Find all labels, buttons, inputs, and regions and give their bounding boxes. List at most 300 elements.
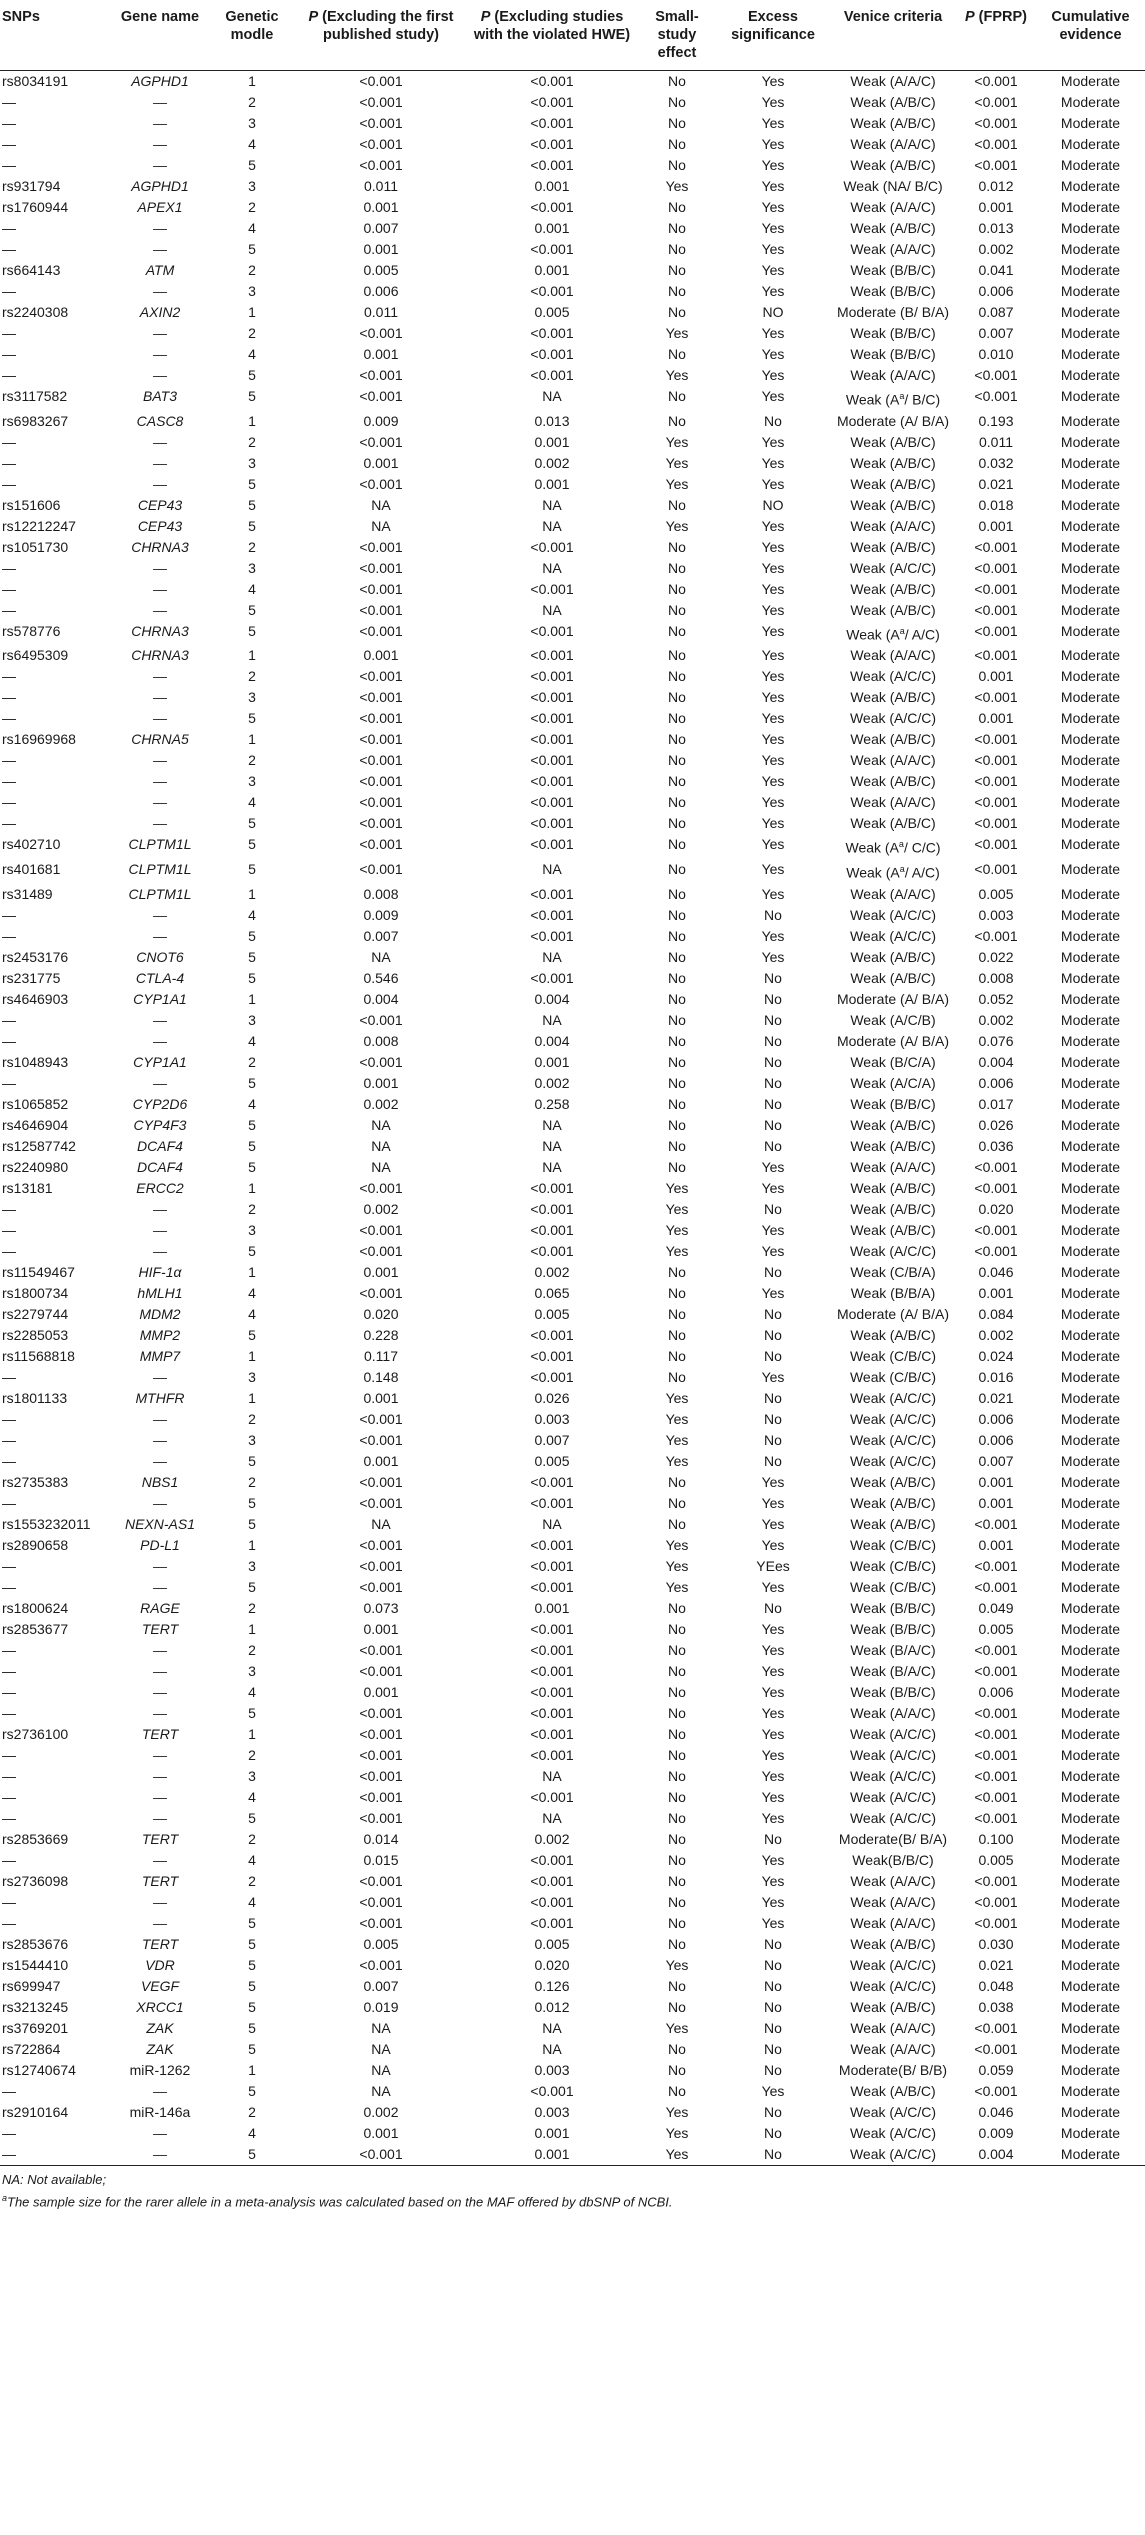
small-study-cell: No <box>668 388 686 404</box>
p-first-cell: 0.546 <box>363 969 399 986</box>
p-first-cell: 0.001 <box>363 1683 399 1700</box>
excess-cell: Yes <box>761 115 785 131</box>
fprp-cell: <0.001 <box>974 1557 1018 1574</box>
model-cell: 3 <box>248 1662 256 1679</box>
venice-cell: Weak (B/B/C) <box>850 1620 936 1637</box>
table-row <box>0 71 1145 93</box>
fprp-cell: 0.004 <box>956 2144 1036 2166</box>
gene-cell: — <box>153 1851 167 1868</box>
p-first-cell: 0.011 <box>364 178 398 194</box>
model-cell: 1 <box>248 73 256 89</box>
model-cell: 5 <box>248 622 256 639</box>
venice-cell: Weak (NA/ B/C) <box>843 178 943 194</box>
p-first-cell: <0.001 <box>359 73 403 89</box>
gene-cell: APEX1 <box>137 199 183 215</box>
gene-cell: — <box>153 1032 167 1049</box>
small-study-cell: Yes <box>638 2144 716 2166</box>
excess-cell: Yes <box>761 948 785 965</box>
p-hwe-cell: <0.001 <box>530 1725 574 1742</box>
snp-cell: — <box>2 136 16 152</box>
table-row <box>0 1682 1145 1703</box>
venice-cell: Moderate (A/ B/A) <box>836 1032 950 1049</box>
fprp-cell: <0.001 <box>974 1809 1018 1826</box>
gene-cell: — <box>153 815 167 832</box>
cumulative-cell: Moderate <box>1060 454 1121 471</box>
model-cell: 4 <box>248 1284 256 1301</box>
model-cell: 4 <box>248 794 256 811</box>
gene-cell: — <box>153 1767 167 1784</box>
cumulative-cell: Moderate <box>1060 2040 1121 2057</box>
p-first-cell: 0.001 <box>363 1452 399 1469</box>
snp-cell: — <box>2 601 16 618</box>
gene-cell: — <box>153 2082 167 2099</box>
fprp-cell: <0.001 <box>974 752 1018 769</box>
model-cell: 5 <box>248 1578 256 1595</box>
p-hwe-cell: <0.001 <box>530 325 574 341</box>
venice-cell: Weak (A/B/C) <box>850 601 936 618</box>
cumulative-cell: Moderate <box>1060 1368 1121 1385</box>
model-cell: 4 <box>248 1305 256 1322</box>
small-study-cell: No <box>668 1263 686 1280</box>
fprp-cell: 0.049 <box>978 1599 1014 1616</box>
snp-cell: — <box>2 1851 16 1868</box>
cumulative-cell: Moderate <box>1060 496 1121 513</box>
cumulative-cell: Moderate <box>1060 1158 1121 1175</box>
footnote-na: NA: Not available; <box>2 2171 107 2187</box>
table-row <box>0 1178 1145 1199</box>
excess-cell: Yes <box>761 1725 785 1742</box>
venice-cell: Weak (A/C/C) <box>849 1767 937 1784</box>
p-first-cell: <0.001 <box>359 1809 403 1826</box>
small-study-cell: No <box>668 157 686 173</box>
excess-cell: No <box>764 1137 782 1154</box>
excess-cell: No <box>716 2144 830 2166</box>
gene-cell: BAT3 <box>143 388 177 404</box>
snp-cell: rs6495309 <box>2 647 69 664</box>
p-first-cell: <0.001 <box>359 1788 403 1805</box>
p-hwe-cell: <0.001 <box>530 367 574 383</box>
table-row <box>0 218 1145 239</box>
small-study-cell: No <box>668 622 686 639</box>
model-cell: 5 <box>248 927 256 944</box>
table-row <box>0 750 1145 771</box>
snp-cell: — <box>2 433 16 450</box>
cumulative-cell: Moderate <box>1060 1578 1121 1595</box>
cumulative-cell: Moderate <box>1060 1305 1121 1322</box>
small-study-cell: No <box>668 115 686 131</box>
p-hwe-cell: 0.065 <box>534 1284 570 1301</box>
gene-cell: AGPHD1 <box>131 73 189 89</box>
p-first-cell: NA <box>371 2040 391 2057</box>
table-row <box>0 729 1145 750</box>
p-hwe-cell: <0.001 <box>530 73 574 89</box>
small-study-cell: Yes <box>665 1221 689 1238</box>
snp-cell: — <box>2 1200 16 1217</box>
model-cell: 2 <box>248 1641 256 1658</box>
p-first-cell: <0.001 <box>359 1914 403 1931</box>
table-row <box>0 1031 1145 1052</box>
cumulative-cell: Moderate <box>1060 2061 1121 2078</box>
venice-cell: Weak (A/C/C) <box>849 1389 937 1406</box>
fprp-cell: 0.001 <box>978 710 1014 727</box>
p-first-cell: 0.002 <box>363 1095 399 1112</box>
table-row <box>0 579 1145 600</box>
p-hwe-cell: <0.001 <box>530 1641 574 1658</box>
cumulative-cell: Moderate <box>1060 199 1121 215</box>
cumulative-cell: Moderate <box>1060 1851 1121 1868</box>
gene-cell: MDM2 <box>139 1305 181 1322</box>
cumulative-cell: Moderate <box>1060 1431 1121 1448</box>
venice-cell: Weak (A/A/C) <box>850 885 936 902</box>
model-cell: 2 <box>248 1473 256 1490</box>
snp-cell: rs1800734 <box>2 1284 69 1301</box>
small-study-cell: No <box>668 304 686 320</box>
excess-cell: Yes <box>761 1473 785 1490</box>
model-cell: 1 <box>248 304 256 320</box>
fprp-cell: <0.001 <box>974 136 1018 152</box>
gene-cell: NBS1 <box>141 1473 179 1490</box>
fprp-cell: 0.022 <box>978 948 1014 965</box>
p-first-cell: 0.001 <box>363 1263 399 1280</box>
cumulative-cell: Moderate <box>1060 433 1121 450</box>
p-first-cell: <0.001 <box>359 1704 403 1721</box>
fprp-cell: <0.001 <box>974 2040 1018 2057</box>
model-cell: 5 <box>248 1452 256 1469</box>
snp-cell: rs402710 <box>2 836 61 853</box>
snp-cell: — <box>2 157 16 173</box>
gene-cell: — <box>153 220 167 236</box>
cumulative-cell: Moderate <box>1060 1557 1121 1574</box>
venice-cell: Weak (A/C/C) <box>849 1977 937 1994</box>
cumulative-cell: Moderate <box>1060 1704 1121 1721</box>
gene-cell: — <box>153 1221 167 1238</box>
venice-cell: Weak (A/B/C) <box>850 1494 936 1511</box>
fprp-cell: 0.006 <box>978 1683 1014 1700</box>
cumulative-cell: Moderate <box>1060 1998 1121 2015</box>
gene-cell: CEP43 <box>137 517 183 534</box>
fprp-cell: 0.004 <box>978 1053 1014 1070</box>
snp-cell: — <box>2 346 16 362</box>
excess-cell: Yes <box>761 668 785 685</box>
fprp-cell: <0.001 <box>974 388 1018 404</box>
small-study-cell: No <box>668 496 686 513</box>
p-first-cell: <0.001 <box>359 1410 403 1427</box>
snp-cell: rs151606 <box>2 496 61 513</box>
venice-cell: Weak (A/B/C) <box>850 580 936 597</box>
p-hwe-cell: 0.001 <box>534 475 570 492</box>
p-first-cell: <0.001 <box>359 1011 403 1028</box>
venice-cell: Moderate (A/ B/A) <box>836 412 950 429</box>
snp-cell: — <box>2 1032 16 1049</box>
cumulative-cell: Moderate <box>1060 1347 1121 1364</box>
table-row <box>0 1892 1145 1913</box>
snp-cell: — <box>2 668 16 685</box>
cumulative-cell: Moderate <box>1060 388 1121 404</box>
fprp-cell: 0.036 <box>978 1137 1014 1154</box>
table-row <box>0 1346 1145 1367</box>
fprp-cell: 0.001 <box>978 517 1014 534</box>
gene-cell: — <box>153 454 167 471</box>
p-hwe-cell: <0.001 <box>530 346 574 362</box>
fprp-cell: 0.059 <box>978 2061 1014 2078</box>
snp-cell: rs3769201 <box>2 2019 69 2036</box>
model-cell: 5 <box>248 1935 256 1952</box>
cumulative-cell: Moderate <box>1060 115 1121 131</box>
p-hwe-cell: 0.003 <box>534 2061 570 2078</box>
excess-cell: Yes <box>761 538 785 555</box>
snp-cell: — <box>2 689 16 706</box>
venice-cell: Weak (A/C/C) <box>849 1242 937 1259</box>
p-hwe-cell: <0.001 <box>530 1620 574 1637</box>
snp-cell: — <box>2 1662 16 1679</box>
excess-cell: Yes <box>761 1494 785 1511</box>
table-row <box>0 1136 1145 1157</box>
snp-cell: rs2853677 <box>2 1620 69 1637</box>
model-cell: 3 <box>248 283 256 299</box>
excess-cell: No <box>764 906 782 923</box>
fprp-cell: <0.001 <box>974 647 1018 664</box>
table-header <box>0 0 1145 71</box>
p-first-cell: 0.073 <box>363 1599 399 1616</box>
excess-cell: Yes <box>761 94 785 110</box>
p-first-cell: 0.148 <box>363 1368 399 1385</box>
p-first-cell: NA <box>371 517 391 534</box>
fprp-cell: 0.052 <box>978 990 1014 1007</box>
excess-cell: NO <box>762 304 784 320</box>
small-study-cell: No <box>668 1704 686 1721</box>
excess-cell: Yes <box>761 157 785 173</box>
table-row <box>0 1619 1145 1640</box>
excess-cell: No <box>764 2019 782 2036</box>
small-study-cell: No <box>668 538 686 555</box>
cumulative-cell: Moderate <box>1060 948 1121 965</box>
gene-cell: CHRNA5 <box>131 731 189 748</box>
venice-cell: Weak (A/B/C) <box>850 948 936 965</box>
fprp-cell: <0.001 <box>974 2019 1018 2036</box>
table-body <box>0 71 1145 2166</box>
snp-cell: — <box>2 580 16 597</box>
small-study-cell: No <box>668 1746 686 1763</box>
table-row <box>0 1913 1145 1934</box>
small-study-cell: No <box>668 1788 686 1805</box>
small-study-cell: No <box>668 1032 686 1049</box>
snp-cell: — <box>2 1788 16 1805</box>
model-cell: 2 <box>248 94 256 110</box>
snp-cell: — <box>2 1914 16 1931</box>
venice-cell: Weak (A/C/C) <box>849 1452 937 1469</box>
p-hwe-cell: 0.002 <box>534 1263 570 1280</box>
gene-cell: ATM <box>145 262 175 278</box>
p-hwe-cell: 0.002 <box>534 1074 570 1091</box>
col-header-excess-significance: Excess significance <box>716 0 830 71</box>
small-study-cell: No <box>668 1998 686 2015</box>
table-row <box>0 1766 1145 1787</box>
model-cell: 1 <box>248 1725 256 1742</box>
snp-cell: rs31489 <box>2 885 53 902</box>
col-header-gene-name: Gene name <box>112 0 208 71</box>
cumulative-cell: Moderate <box>1060 647 1121 664</box>
excess-cell: Yes <box>761 475 785 492</box>
model-cell: 5 <box>248 2019 256 2036</box>
venice-cell: Weak (A/B/C) <box>850 1998 936 2015</box>
table-row <box>0 1472 1145 1493</box>
table-row <box>0 260 1145 281</box>
p-first-cell: <0.001 <box>359 1536 403 1553</box>
cumulative-cell: Moderate <box>1060 538 1121 555</box>
fprp-cell: 0.001 <box>978 668 1014 685</box>
snp-cell: rs2453176 <box>2 948 69 965</box>
model-cell: 5 <box>248 1326 256 1343</box>
p-first-cell: <0.001 <box>359 1725 403 1742</box>
excess-cell: Yes <box>761 1641 785 1658</box>
small-study-cell: No <box>668 241 686 257</box>
model-cell: 4 <box>248 1683 256 1700</box>
gene-cell: — <box>153 752 167 769</box>
cumulative-cell: Moderate <box>1060 241 1121 257</box>
p-hwe-cell: NA <box>542 1515 562 1532</box>
model-cell: 3 <box>248 1431 256 1448</box>
snp-cell: rs3117582 <box>2 388 68 404</box>
venice-cell: Weak (A/A/C) <box>850 73 936 89</box>
venice-cell: Weak (A/A/C) <box>850 517 936 534</box>
table-row <box>0 1052 1145 1073</box>
p-hwe-cell: 0.001 <box>534 1599 570 1616</box>
gene-cell: — <box>153 367 167 383</box>
p-first-cell: <0.001 <box>359 388 403 404</box>
table-row <box>0 281 1145 302</box>
gene-cell: — <box>153 157 167 173</box>
fprp-cell: <0.001 <box>974 622 1018 639</box>
col-header-p-excluding-first: P (Excluding the first published study) <box>296 0 466 71</box>
gene-cell: AXIN2 <box>139 304 181 320</box>
model-cell: 2 <box>248 1746 256 1763</box>
p-first-cell: <0.001 <box>359 1242 403 1259</box>
model-cell: 3 <box>248 178 256 194</box>
p-first-cell: NA <box>371 948 391 965</box>
table-row <box>0 1367 1145 1388</box>
model-cell: 1 <box>248 1389 256 1406</box>
excess-cell: Yes <box>761 1914 785 1931</box>
table-row <box>0 453 1145 474</box>
excess-cell: No <box>764 2124 782 2141</box>
small-study-cell: No <box>668 136 686 152</box>
small-study-cell: No <box>668 647 686 664</box>
cumulative-cell: Moderate <box>1060 1095 1121 1112</box>
venice-cell: Weak (A/C/C) <box>849 927 937 944</box>
cumulative-cell: Moderate <box>1036 2144 1145 2166</box>
small-study-cell: Yes <box>665 367 689 383</box>
p-first-cell: <0.001 <box>359 475 403 492</box>
excess-cell: Yes <box>761 559 785 576</box>
fprp-cell: 0.011 <box>979 433 1013 450</box>
snp-cell: — <box>2 1809 16 1826</box>
snp-cell: — <box>2 815 16 832</box>
fprp-cell: <0.001 <box>974 1242 1018 1259</box>
venice-cell: Weak (A/C/A) <box>850 1074 936 1091</box>
small-study-cell: No <box>668 948 686 965</box>
model-cell: 2 <box>248 1599 256 1616</box>
venice-cell: Weak (A/C/C) <box>849 1410 937 1427</box>
gene-cell: — <box>153 927 167 944</box>
model-cell: 5 <box>248 157 256 173</box>
snp-cell: — <box>2 2124 16 2141</box>
table-row <box>0 411 1145 432</box>
table-row <box>0 1115 1145 1136</box>
table-row <box>0 1745 1145 1766</box>
venice-cell: Weak (A/B/C) <box>850 220 936 236</box>
p-hwe-cell: 0.013 <box>534 412 570 429</box>
excess-cell: Yes <box>761 241 785 257</box>
p-first-cell: 0.009 <box>363 412 399 429</box>
cumulative-cell: Moderate <box>1060 2103 1121 2120</box>
model-cell: 2 <box>248 262 256 278</box>
p-hwe-cell: <0.001 <box>530 710 574 727</box>
excess-cell: No <box>764 1599 782 1616</box>
table-row <box>0 239 1145 260</box>
cumulative-cell: Moderate <box>1060 1053 1121 1070</box>
p-first-cell: <0.001 <box>359 1494 403 1511</box>
gene-cell: ZAK <box>146 2019 174 2036</box>
fprp-cell: 0.021 <box>978 475 1014 492</box>
model-cell: 1 <box>248 1179 256 1196</box>
table-row <box>0 155 1145 176</box>
excess-cell: Yes <box>761 1158 785 1175</box>
fprp-cell: <0.001 <box>974 1179 1018 1196</box>
venice-cell: Weak (A/A/C) <box>850 199 936 215</box>
p-first-cell: 0.001 <box>363 346 399 362</box>
fprp-cell: 0.005 <box>978 1620 1014 1637</box>
p-hwe-cell: <0.001 <box>530 906 574 923</box>
snp-cell: rs699947 <box>2 1977 61 1994</box>
cumulative-cell: Moderate <box>1060 262 1121 278</box>
gene-cell: TERT <box>141 1872 179 1889</box>
p-hwe-cell: NA <box>542 948 562 965</box>
venice-cell: Moderate(B/ B/B) <box>838 2061 948 2078</box>
gene-cell: CLPTM1L <box>128 860 192 877</box>
p-hwe-cell: NA <box>542 1011 562 1028</box>
gene-cell: — <box>153 433 167 450</box>
p-hwe-cell: <0.001 <box>530 668 574 685</box>
snp-cell: rs2240980 <box>2 1158 69 1175</box>
snp-cell: rs8034191 <box>2 73 69 89</box>
excess-cell: Yes <box>761 262 785 278</box>
table-row <box>0 474 1145 495</box>
gene-cell: — <box>153 325 167 341</box>
p-first-cell: 0.001 <box>363 647 399 664</box>
small-study-cell: No <box>668 1599 686 1616</box>
snp-cell: — <box>2 94 16 110</box>
p-hwe-cell: NA <box>542 1158 562 1175</box>
cumulative-cell: Moderate <box>1060 1011 1121 1028</box>
p-hwe-cell: <0.001 <box>530 815 574 832</box>
p-first-cell: <0.001 <box>359 601 403 618</box>
snp-cell: rs2853669 <box>2 1830 69 1847</box>
excess-cell: Yes <box>761 178 785 194</box>
excess-cell: No <box>764 1431 782 1448</box>
excess-cell: Yes <box>761 388 785 404</box>
venice-cell: Weak (A/A/C) <box>850 136 936 152</box>
table-row <box>0 432 1145 453</box>
p-first-cell: NA <box>371 2019 391 2036</box>
excess-cell: No <box>764 1830 782 1847</box>
venice-cell: Weak (C/B/C) <box>849 1557 937 1574</box>
fprp-cell: <0.001 <box>974 860 1018 877</box>
snp-cell: rs2285053 <box>2 1326 69 1343</box>
model-cell: 1 <box>248 647 256 664</box>
snp-cell: — <box>2 1704 16 1721</box>
table-row <box>0 1850 1145 1871</box>
cumulative-cell: Moderate <box>1060 794 1121 811</box>
